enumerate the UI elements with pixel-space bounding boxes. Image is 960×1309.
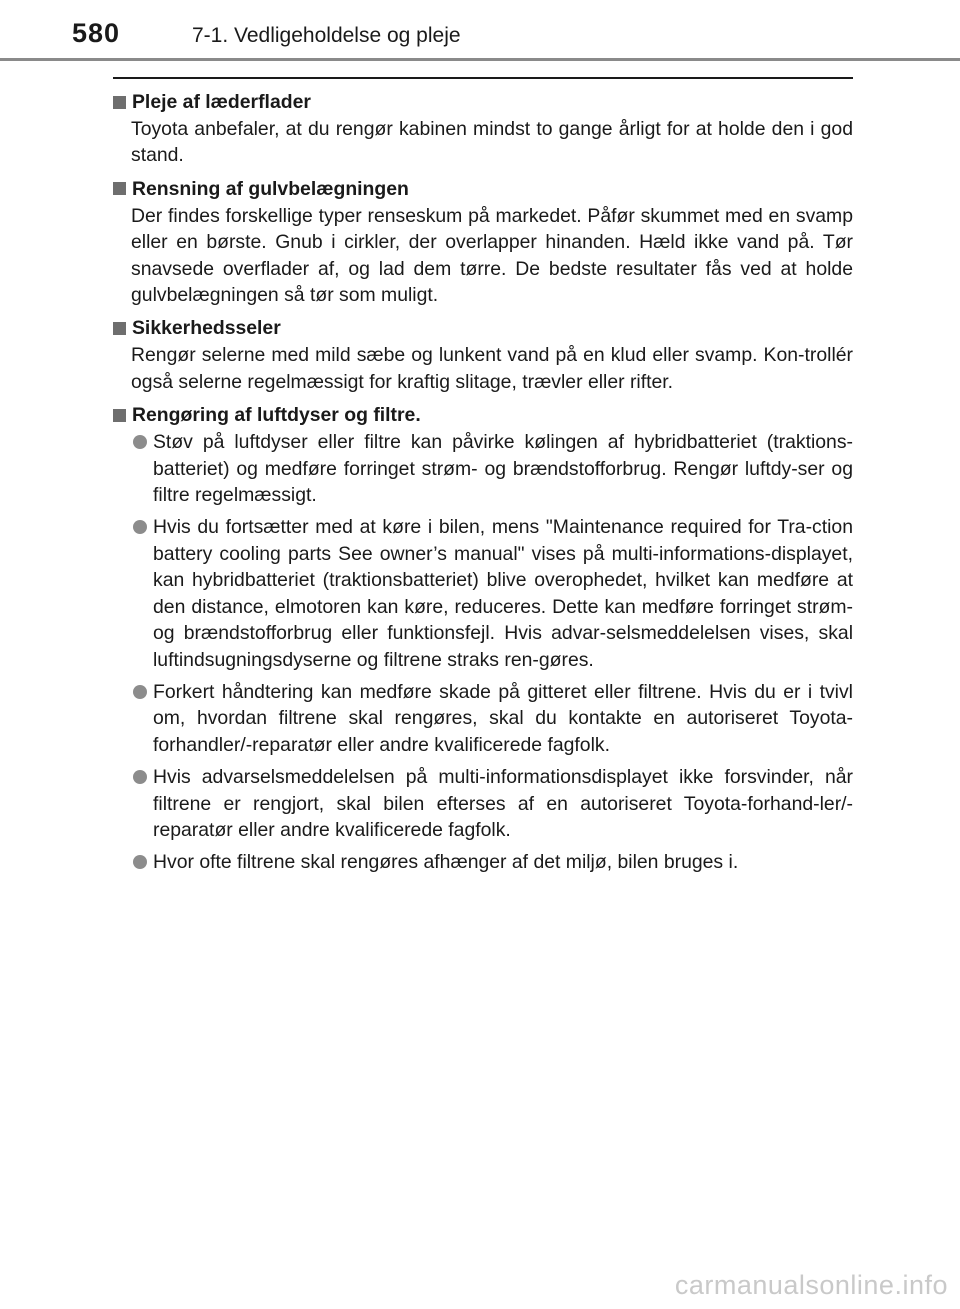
- list-item-text: Støv på luftdyser eller filtre kan påvirke kølingen af hybridbatteriet (traktions-batteriet) og medføre forringet strøm- og brændstofforbrug. Rengør luftdy-ser og filtre regelmæssigt.: [153, 431, 853, 507]
- topic-heading-text: Pleje af læderflader: [132, 90, 311, 113]
- topic-body: Der findes forskellige typer renseskum på markedet. Påfør skummet med en svamp eller en børste. Gnub i cirkler, der overlapper hinanden. Hæld ikke vand på. Tør snavsede overflader af, og lad dem tørre. De bedste resultater fås ved at holde gulvbelægningen så tør som muligt.: [131, 204, 853, 307]
- content-divider: [113, 77, 853, 79]
- list-item: [113, 429, 853, 508]
- list-item-text: Hvis advarselsmeddelelsen på multi-informationsdisplayet ikke forsvinder, når filtrene er rengjort, skal bilen efterses af en autoriseret Toyota-forhand-ler/-reparatør eller andre kvalificerede fagfolk.: [153, 766, 853, 841]
- topic-heading: [113, 88, 853, 116]
- main-content: [113, 88, 853, 882]
- header-divider: [0, 58, 960, 61]
- list-item: [113, 849, 853, 875]
- topic-body: Rengør selerne med mild sæbe og lunkent vand på en klud eller svamp. Kon-trollér også selerne regelmæssigt for kraftig slitage, trævler eller rifter.: [131, 344, 853, 393]
- topic-air-vents-filters: [113, 401, 853, 876]
- square-bullet-icon: [113, 409, 126, 422]
- list-item-text: Hvor ofte filtrene skal rengøres afhænger af det miljø, bilen bruges i.: [153, 851, 739, 874]
- topic-floor-cleaning: [113, 175, 853, 309]
- topic-heading: [113, 175, 853, 203]
- circle-bullet-icon: [133, 435, 147, 449]
- topic-seat-belts: [113, 314, 853, 395]
- topic-body: Toyota anbefaler, at du rengør kabinen mindst to gange årligt for at holde den i god stand.: [131, 118, 853, 167]
- topic-heading: [113, 401, 853, 429]
- list-item: [113, 514, 853, 672]
- square-bullet-icon: [113, 96, 126, 109]
- topic-heading-text: Rensning af gulvbelægningen: [132, 177, 409, 200]
- page-number: 580: [72, 18, 121, 48]
- circle-bullet-icon: [133, 855, 147, 869]
- list-item: [113, 764, 853, 843]
- circle-bullet-icon: [133, 520, 147, 534]
- topic-heading-text: Rengøring af luftdyser og filtre.: [132, 404, 421, 427]
- list-item-text: Forkert håndtering kan medføre skade på gitteret eller filtrene. Hvis du er i tvivl om, hvordan filtrene skal rengøres, skal du kontakte en autoriseret Toyota-forhandler/-reparatør eller andre kvalificerede fagfolk.: [153, 680, 853, 756]
- list-item-text: Hvis du fortsætter med at køre i bilen, mens "Maintenance required for Tra-ction battery cooling parts See owner’s manual" vises på multi-informations-displayet, kan hybridbatteriet (traktionsbatteriet) blive overophedet, hvilket kan medføre at den distance, elmotoren kan køre, reduceres. Dette kan medføre forringet strøm- og brændstofforbrug eller funktionsfejl. Hvis advar-selsmeddelelsen vises, skal luftindsugningsdyserne og filtrene straks ren-gøres.: [153, 516, 853, 671]
- circle-bullet-icon: [133, 685, 147, 699]
- page-header: [0, 0, 960, 62]
- circle-bullet-icon: [133, 770, 147, 784]
- section-title: 7-1. Vedligeholdelse og pleje: [192, 24, 461, 47]
- square-bullet-icon: [113, 182, 126, 195]
- topic-heading: [113, 314, 853, 342]
- topic-leather-care: [113, 88, 853, 169]
- watermark-text: carmanualsonline.info: [674, 1270, 948, 1300]
- list-item: [113, 679, 853, 758]
- square-bullet-icon: [113, 322, 126, 335]
- topic-heading-text: Sikkerhedsseler: [132, 317, 281, 340]
